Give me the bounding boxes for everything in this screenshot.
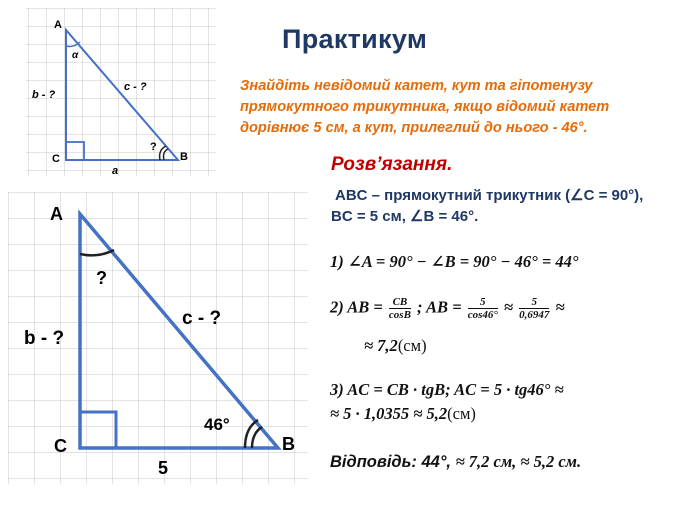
approx-sign: ≈	[503, 297, 513, 317]
step2-mid: ; AB =	[417, 297, 462, 317]
hypotenuse-label: c - ?	[182, 308, 222, 329]
leg-label: b - ?	[32, 89, 56, 101]
hypotenuse-label: c - ?	[124, 81, 147, 93]
fraction-numerator: 5	[468, 296, 498, 309]
fraction-5-cos46	[468, 296, 498, 321]
answer-values: ≈ 7,2 см, ≈ 5,2 см.	[455, 452, 582, 471]
task-statement: Знайдіть невідомий катет, кут та гіпотенузу прямокутного трикутника, якщо відомий катет дорівнює 5 см, а кут, прилеглий до нього - 46°.	[240, 78, 610, 136]
fraction-denominator: cosB	[388, 309, 411, 321]
angle-a-label: ?	[96, 268, 107, 288]
step2-result-value: ≈ 7,2	[364, 336, 398, 355]
vertex-c-label: C	[52, 153, 60, 165]
solution-step-2-result	[364, 336, 427, 356]
small-triangle-figure	[0, 0, 240, 180]
fraction-denominator: 0,6947	[519, 309, 550, 321]
solution-step-3-result	[330, 404, 476, 424]
vertex-b-label: B	[282, 434, 295, 454]
fraction-denominator: cos46°	[467, 309, 498, 321]
fraction-5-06947	[519, 296, 549, 321]
answer-line	[330, 452, 581, 472]
step2-prefix: 2) AB =	[330, 297, 383, 317]
solution-step-2	[330, 296, 565, 321]
given-line-1: ABC – прямокутний трикутник (∠C = 90°),	[335, 187, 644, 204]
step2-unit: (см)	[397, 336, 427, 355]
solution-step-3: 3) AC = CB · tgB; AC = 5 · tg46° ≈	[330, 380, 564, 399]
answer-label: Відповідь: 44°,	[330, 453, 452, 471]
vertex-a-label: A	[54, 19, 62, 31]
angle-b-label: ?	[150, 141, 157, 153]
fraction-numerator: 5	[519, 296, 549, 309]
page-title: Практикум	[282, 24, 428, 54]
approx-sign-tail: ≈	[555, 297, 565, 317]
base-label: a	[112, 165, 119, 177]
vertex-c-label: C	[54, 436, 67, 456]
given-line-2: BC = 5 см, ∠B = 46°.	[331, 208, 479, 225]
leg-label: b - ?	[24, 328, 65, 349]
base-label: 5	[158, 458, 169, 478]
vertex-a-label: A	[50, 204, 63, 224]
large-triangle-figure	[0, 186, 312, 486]
solution-heading: Розв’язання.	[331, 154, 453, 175]
vertex-b-label: B	[180, 151, 188, 163]
alpha-label: α	[72, 50, 79, 61]
solution-step-1: 1) ∠A = 90° − ∠B = 90° − 46° = 44°	[330, 252, 579, 271]
step3-unit: (см)	[447, 404, 476, 423]
angle-b-label: 46°	[204, 415, 230, 434]
fraction-numerator: CB	[389, 296, 411, 309]
fraction-cb-cosb	[389, 296, 411, 321]
step3-result-value: ≈ 5 · 1,0355 ≈ 5,2	[330, 404, 448, 423]
